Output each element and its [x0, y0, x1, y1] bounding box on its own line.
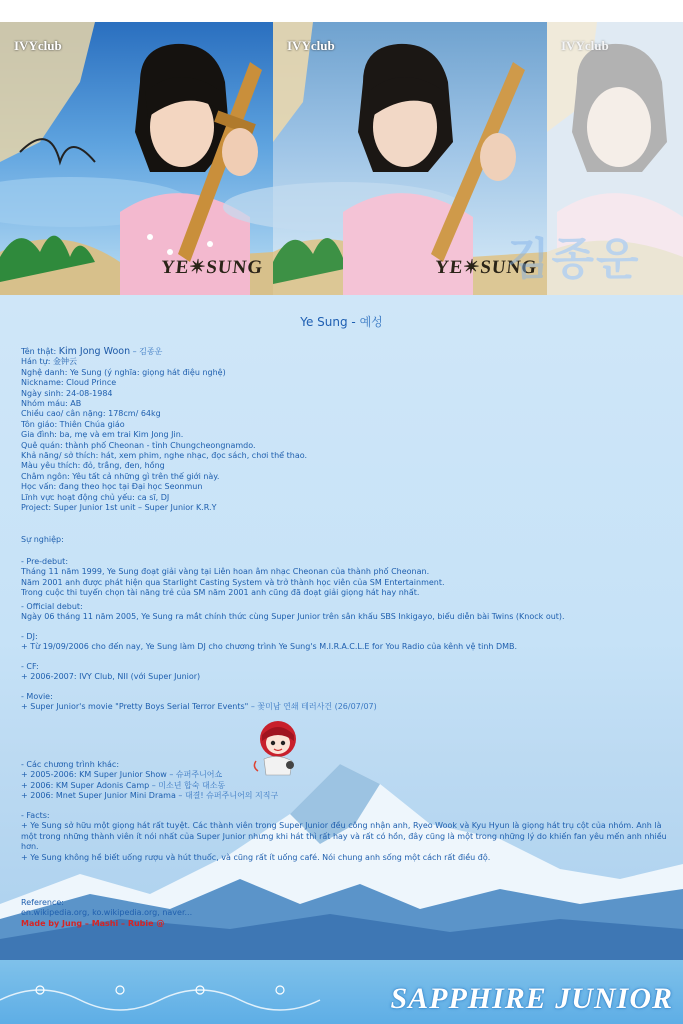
- reference-heading: Reference:: [21, 898, 64, 907]
- info-line: Màu yêu thích: đỏ, trắng, đen, hồng: [21, 461, 165, 471]
- club-label: IVYclub: [14, 38, 62, 53]
- predebut-line: Năm 2001 anh được phát hiện qua Starlight Casting System và trở thành học viên của SM Entertainment.: [21, 577, 445, 587]
- real-name-label: Tên thật:: [21, 347, 59, 356]
- real-name: Kim Jong Woon: [58, 346, 131, 357]
- info-line: Chiều cao/ cân nặng: 178cm/ 64kg: [21, 409, 161, 419]
- info-line: Ngày sinh: 24-08-1984: [21, 388, 113, 398]
- info-line: Quê quán: thành phố Cheonan - tỉnh Chungcheongnamdo.: [21, 440, 256, 450]
- title-korean: 예성: [359, 315, 383, 329]
- info-line: Khả năng/ sở thích: hát, xem phim, nghe nhạc, đọc sách, chơi thể thao.: [21, 451, 308, 461]
- cf-heading: - CF:: [21, 662, 39, 671]
- other-program-line: [21, 781, 671, 791]
- fact-line: + Ye Sung không hề biết uống rượu và hút thuốc, và cũng rất ít uống café. Nói chung anh sống một cách rất điều độ.: [21, 852, 491, 862]
- profile-title: [0, 313, 683, 330]
- info-line: Nhóm máu: AB: [21, 399, 82, 409]
- info-line: Nghệ danh: Ye Sung (ý nghĩa: giọng hát điệu nghệ): [21, 367, 226, 377]
- profile-content: [0, 295, 683, 1024]
- banner-top-strip: [0, 0, 683, 22]
- predebut-line: Trong cuộc thi tuyển chọn tài năng trẻ của SM năm 2001 anh cũng đã đoạt giải giọng hát hay nhất.: [21, 588, 420, 598]
- career-heading: Sự nghiệp:: [21, 535, 64, 544]
- program-name: + 2006: Mnet Super Junior Mini Drama: [21, 791, 176, 801]
- info-line: Lĩnh vực hoạt động chủ yếu: ca sĩ, DJ: [21, 492, 170, 502]
- program-name: + 2006: KM Super Adonis Camp: [21, 780, 150, 790]
- dj-line: + Từ 19/09/2006 cho đến nay, Ye Sung làm DJ cho chương trình Ye Sung's M.I.R.A.C.L.E for You Radio của kênh vệ tinh DMB.: [21, 642, 518, 652]
- dj-heading: - DJ:: [21, 632, 38, 641]
- dj-section: [21, 632, 671, 653]
- title-separator: -: [347, 315, 360, 329]
- info-line: Châm ngôn: Yêu tất cả những gì trên thế giới này.: [21, 471, 220, 481]
- predebut-heading: - Pre-debut:: [21, 557, 69, 566]
- profile-info: [21, 347, 671, 514]
- footer-logo-text: SAPPHIRE JUNIOR: [390, 982, 673, 1015]
- facts-heading: - Facts:: [21, 811, 50, 820]
- facts-section: [21, 811, 671, 863]
- info-line: Hán tự: 金钟云: [21, 357, 77, 367]
- portrait-illustration-2: [273, 22, 547, 295]
- artist-label: YE✴SUNG: [433, 257, 539, 278]
- info-line: Tôn giáo: Thiên Chúa giáo: [21, 419, 125, 429]
- fact-line: + Ye Sung sở hữu một giọng hát rất tuyệt. Các thành viên trong Super Junior đều công nhận anh, Ryeo Wook và Kyu Hyun là giọng hát trụ cột của nhóm. Anh là một trong những thành viên ít nói nhất của Super Junior nhưng khi hát thì rất hay và rất có hồn, đây cũng là một trong những lý do khiến fan yêu mến anh nhiều hơn.: [21, 821, 667, 852]
- portrait-illustration-1: [0, 22, 273, 295]
- movie-title: + Super Junior's movie "Pretty Boys Serial Terror Events": [21, 702, 249, 712]
- banner: [0, 0, 683, 295]
- debut-heading: - Official debut:: [21, 602, 83, 611]
- program-name: + 2005-2006: KM Super Junior Show: [21, 770, 167, 780]
- info-line: Nickname: Cloud Prince: [21, 378, 117, 388]
- credit-line: Made by Jung – Mashi – Rubie @: [21, 918, 165, 928]
- club-label: IVYclub: [561, 38, 609, 53]
- korean-name-overlay: 김종운: [507, 234, 641, 285]
- other-program-line: [21, 770, 671, 780]
- movie-korean: – 꽃미남 연쇄 테러사건 (26/07/07): [248, 702, 377, 712]
- info-line: Project: Super Junior 1st unit – Super Junior K.R.Y: [21, 503, 217, 513]
- other-program-line: [21, 791, 671, 801]
- club-label: IVYclub: [287, 38, 335, 53]
- predebut-line: Tháng 11 năm 1999, Ye Sung đoạt giải vàng tại Liên hoan âm nhạc Cheonan của thành phố Cheonan.: [21, 567, 430, 577]
- predebut-section: [21, 557, 671, 599]
- program-korean: – 대결! 슈퍼주니어의 지직구: [175, 791, 279, 801]
- cf-line: + 2006-2007: IVY Club, NII (với Super Junior): [21, 672, 201, 682]
- footer-banner: [0, 960, 683, 1024]
- reference-section: [21, 898, 671, 929]
- program-korean: – 미소년 합숙 대소동: [149, 780, 226, 790]
- title-name: Ye Sung: [300, 315, 348, 329]
- program-korean: – 슈퍼주니어쇼: [166, 770, 223, 780]
- info-line: Học vấn: đang theo học tại Đại học Seonmun: [21, 482, 203, 492]
- movie-section: [21, 692, 671, 713]
- real-name-line: [21, 347, 671, 357]
- real-name-korean: – 김종운: [130, 347, 163, 356]
- reference-sources: en.wikipedia.org, ko.wikipedia.org, naver...: [21, 908, 193, 918]
- photo-panel-1: [0, 22, 273, 295]
- movie-line: [21, 702, 671, 712]
- photo-panel-3: [507, 22, 683, 295]
- artist-label: YE✴SUNG: [159, 257, 265, 278]
- cf-section: [21, 662, 671, 683]
- movie-heading: - Movie:: [21, 692, 53, 701]
- photo-panel-2: [273, 22, 547, 295]
- debut-section: [21, 602, 671, 623]
- debut-line: Ngày 06 tháng 11 năm 2005, Ye Sung ra mắt chính thức cùng Super Junior trên sân khấu SBS Inkigayo, biểu diễn bài Twins (Knock out).: [21, 612, 565, 622]
- other-programs-section: [21, 760, 671, 802]
- other-programs-heading: - Các chương trình khác:: [21, 760, 120, 769]
- info-line: Gia đình: ba, mẹ và em trai Kim Jong Jin.: [21, 430, 184, 440]
